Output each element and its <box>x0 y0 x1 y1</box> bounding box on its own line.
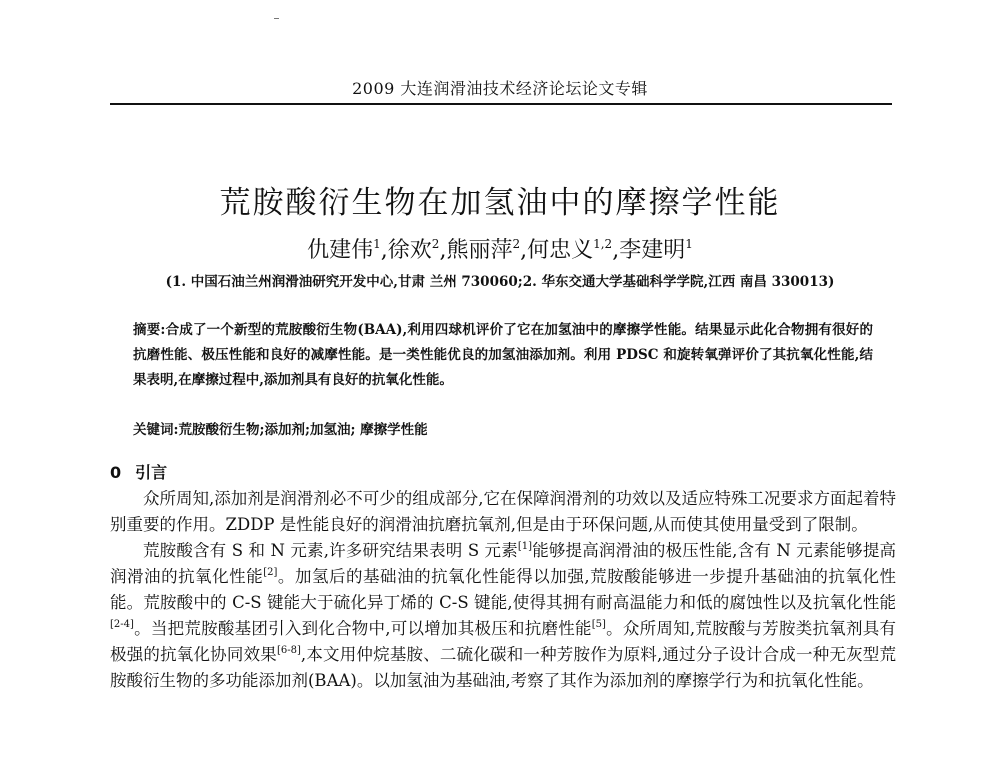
section-title: 引言 <box>135 463 168 482</box>
author-name: 何忠义 <box>527 238 594 263</box>
author-separator: , <box>439 238 447 263</box>
section-heading <box>110 460 410 483</box>
body-paragraph: 荒胺酸含有 S 和 N 元素,许多研究结果表明 S 元素[1]能够提高润滑油的极压性能,含有 N 元素能够提高润滑油的抗氧化性能[2]。加氢后的基础油的抗氧化性能得以加强,荒胺酸能够进一步提升基础油的抗氧化性能。荒胺酸中的 C-S 键能大于硫化异丁烯的 C-S 键能,使得其拥有耐高温能力和低的腐蚀性以及抗氧化性能[2-4]。当把荒胺酸基团引入到化合物中,可以增加其极压和抗磨性能[5]。众所周知,荒胺酸与芳胺类抗氧剂具有极强的抗氧化协同效果[6-8],本文用仲烷基胺、二硫化碳和一种芳胺作为原料,通过分子设计合成一种无灰型荒胺酸衍生物的多功能添加剂(BAA)。以加氢油为基础油,考察了其作为添加剂的摩擦学行为和抗氧化性能。 <box>110 541 897 690</box>
header-rule <box>110 103 892 105</box>
scan-mark <box>274 18 279 19</box>
author-affiliation-marker: 1 <box>373 237 381 251</box>
citation-marker: [6-8] <box>276 645 301 656</box>
author-separator: , <box>520 238 528 263</box>
citation-marker: [5] <box>591 619 606 630</box>
abstract: 摘要:合成了一个新型的荒胺酸衍生物(BAA),利用四球机评价了它在加氢油中的摩擦学性能。结果显示此化合物拥有很好的抗磨性能、极压性能和良好的减摩性能。是一类性能优良的加氢油添加剂。利用 PDSC 和旋转氧弹评价了其抗氧化性能,结果表明,在摩擦过程中,添加剂具有良好的抗氧化性能。 <box>133 322 873 388</box>
author-separator: , <box>380 238 388 263</box>
paper-title: 荒胺酸衍生物在加氢油中的摩擦学性能 <box>219 184 781 221</box>
author-name: 仇建伟 <box>307 238 374 263</box>
citation-marker: [1] <box>517 541 533 552</box>
author-affiliation-marker: 1 <box>685 237 693 251</box>
citation-marker: [2-4] <box>110 619 134 630</box>
citation-marker: [2] <box>263 567 278 578</box>
section-number: 0 <box>110 463 122 482</box>
author-name: 李建明 <box>619 238 686 263</box>
author-list <box>110 233 890 264</box>
body-text <box>110 486 896 694</box>
author-separator: , <box>612 238 620 263</box>
author-name: 徐欢 <box>387 238 432 263</box>
body-paragraph: 众所周知,添加剂是润滑剂必不可少的组成部分,它在保障润滑剂的功效以及适应特殊工况要求方面起着特别重要的作用。ZDDP 是性能良好的润滑油抗磨抗氧剂,但是由于环保问题,从而使其使用量受到了限制。 <box>110 489 896 534</box>
keywords: 关键词:荒胺酸衍生物;添加剂;加氢油; 摩擦学性能 <box>133 422 428 438</box>
running-head: 2009 大连润滑油技术经济论坛论文专辑 <box>352 79 648 98</box>
author-affiliation-marker: 1,2 <box>593 237 613 251</box>
author-affiliation-marker: 2 <box>431 237 440 251</box>
author-affiliation-marker: 2 <box>512 237 521 251</box>
affiliation: (1. 中国石油兰州润滑油研究开发中心,甘肃 兰州 730060;2. 华东交通大学基础科学学院,江西 南昌 330013) <box>165 274 835 290</box>
author-name: 熊丽萍 <box>446 238 513 263</box>
